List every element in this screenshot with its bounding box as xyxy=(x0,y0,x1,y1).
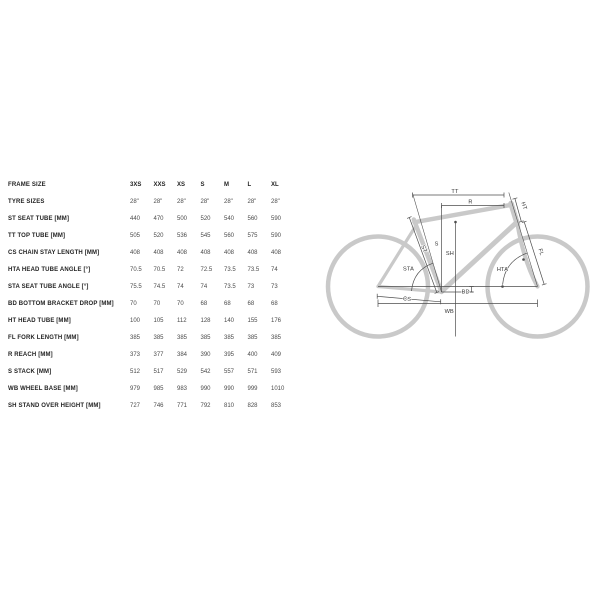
geo-value: 28" xyxy=(271,198,280,205)
geo-value: 593 xyxy=(271,368,282,375)
row-label: ST SEAT TUBE [MM] xyxy=(8,215,70,222)
geo-value: 590 xyxy=(271,232,282,239)
geo-value: 28" xyxy=(153,198,163,205)
geo-value: 408 xyxy=(247,249,258,256)
geo-value: 70.5 xyxy=(130,266,142,273)
table-row xyxy=(8,397,300,414)
geo-value: 73.5 xyxy=(224,283,236,290)
geo-value: 990 xyxy=(200,385,211,392)
table-row xyxy=(8,278,300,295)
geo-value: 73.5 xyxy=(224,266,236,273)
geo-value: 73 xyxy=(247,283,255,290)
geo-value: 746 xyxy=(153,402,164,409)
geo-value: 70 xyxy=(177,300,184,307)
geo-value: 74 xyxy=(271,266,278,273)
geo-value: 75.5 xyxy=(130,283,142,290)
geo-value: 990 xyxy=(224,385,235,392)
geo-value: 536 xyxy=(177,232,188,239)
geo-value: 470 xyxy=(153,215,164,222)
fl-label: FL xyxy=(536,247,545,257)
steer-axis-dot xyxy=(522,258,525,261)
table-row xyxy=(8,261,300,278)
table-row xyxy=(8,227,300,244)
geo-value: 571 xyxy=(247,368,258,375)
size-column-header: XS xyxy=(177,181,186,188)
geo-value: 377 xyxy=(153,351,164,358)
bd-label: BD xyxy=(461,289,470,296)
row-label: TYRE SIZES xyxy=(8,198,45,205)
geo-value: 28" xyxy=(224,198,233,205)
geo-value: 505 xyxy=(130,232,141,239)
r-label: R xyxy=(468,199,473,206)
geo-value: 74 xyxy=(200,283,208,290)
table-header-row xyxy=(8,176,300,193)
chain-stay-tube xyxy=(378,287,442,293)
geo-value: 28" xyxy=(200,198,210,205)
table-row xyxy=(8,210,300,227)
bd-dimension-tick xyxy=(469,287,473,293)
table-row xyxy=(8,363,300,380)
geo-value: 440 xyxy=(130,215,141,222)
geometry-table xyxy=(8,176,300,414)
geo-value: 73.5 xyxy=(247,266,260,273)
geo-value: 792 xyxy=(200,402,211,409)
size-column-header: M xyxy=(224,181,229,188)
geo-value: 979 xyxy=(130,385,141,392)
geo-value: 68 xyxy=(224,300,231,307)
geo-value: 408 xyxy=(130,249,141,256)
geo-value: 985 xyxy=(153,385,164,392)
table-row xyxy=(8,346,300,363)
geo-value: 68 xyxy=(200,300,208,307)
size-column-header: L xyxy=(247,181,252,188)
geo-value: 68 xyxy=(271,300,278,307)
geo-value: 385 xyxy=(153,334,164,341)
row-label: FRAME SIZE xyxy=(8,181,46,188)
table-row xyxy=(8,295,300,312)
geo-value: 408 xyxy=(271,249,282,256)
geo-value: 385 xyxy=(247,334,258,341)
hta-label: HTA xyxy=(496,266,509,273)
geo-value: 983 xyxy=(177,385,188,392)
geo-value: 517 xyxy=(153,368,164,375)
sta-label: STA xyxy=(402,266,415,273)
geo-value: 529 xyxy=(177,368,188,375)
geo-value: 385 xyxy=(130,334,141,341)
geo-value: 385 xyxy=(224,334,235,341)
geo-value: 853 xyxy=(271,402,282,409)
geo-value: 28" xyxy=(177,198,186,205)
geo-value: 28" xyxy=(247,198,257,205)
geo-value: 408 xyxy=(153,249,164,256)
geo-value: 771 xyxy=(177,402,188,409)
geo-value: 112 xyxy=(177,317,187,324)
geo-value: 176 xyxy=(271,317,282,324)
sh-top-dot xyxy=(454,221,457,224)
geo-value: 727 xyxy=(130,402,141,409)
tt-label: TT xyxy=(451,189,459,195)
geo-value: 385 xyxy=(271,334,282,341)
geo-value: 409 xyxy=(271,351,282,358)
geo-value: 385 xyxy=(177,334,188,341)
geo-value: 560 xyxy=(247,215,258,222)
geo-value: 72.5 xyxy=(200,266,213,273)
geo-value: 520 xyxy=(153,232,164,239)
geo-value: 70.5 xyxy=(153,266,166,273)
geo-value: 810 xyxy=(224,402,235,409)
geo-value: 395 xyxy=(224,351,235,358)
geo-value: 74.5 xyxy=(153,283,166,290)
geo-value: 155 xyxy=(247,317,258,324)
geo-value: 128 xyxy=(200,317,211,324)
hta-base-dot xyxy=(501,285,504,288)
geo-value: 400 xyxy=(247,351,258,358)
geo-value: 557 xyxy=(224,368,235,375)
geo-value: 408 xyxy=(224,249,235,256)
geo-value: 70 xyxy=(153,300,161,307)
geo-value: 520 xyxy=(200,215,211,222)
table-row xyxy=(8,380,300,397)
geo-value: 1010 xyxy=(271,385,285,392)
row-label: CS CHAIN STAY LENGTH [MM] xyxy=(8,249,100,256)
table-row xyxy=(8,329,300,346)
geo-value: 140 xyxy=(224,317,235,324)
bike-geometry-diagram xyxy=(325,155,600,375)
ht-label: HT xyxy=(519,201,528,211)
geo-value: 105 xyxy=(153,317,164,324)
size-column-header: S xyxy=(200,181,205,188)
geo-value: 390 xyxy=(200,351,211,358)
st-label: ST xyxy=(419,244,428,254)
cs-label: CS xyxy=(402,296,412,303)
sh-label: SH xyxy=(445,251,454,257)
row-label: FL FORK LENGTH [MM] xyxy=(8,334,79,341)
geo-value: 512 xyxy=(130,368,141,375)
row-label: R REACH [MM] xyxy=(8,351,53,358)
geo-value: 999 xyxy=(247,385,258,392)
geo-value: 384 xyxy=(177,351,188,358)
st-dimension-line xyxy=(407,217,439,294)
table-row xyxy=(8,244,300,261)
geo-value: 72 xyxy=(177,266,184,273)
bike-frame xyxy=(328,204,588,337)
wb-label: WB xyxy=(444,308,454,315)
row-label: STA SEAT TUBE ANGLE [°] xyxy=(8,283,89,290)
table-row xyxy=(8,312,300,329)
geo-value: 540 xyxy=(224,215,235,222)
row-label: WB WHEEL BASE [MM] xyxy=(8,385,78,392)
top-tube xyxy=(415,205,512,222)
geo-value: 560 xyxy=(224,232,235,239)
s-label: S xyxy=(434,241,439,248)
geo-value: 828 xyxy=(247,402,258,409)
geo-value: 500 xyxy=(177,215,188,222)
size-column-header: XL xyxy=(271,181,279,188)
geo-value: 100 xyxy=(130,317,141,324)
row-label: SH STAND OVER HEIGHT [MM] xyxy=(8,402,101,409)
geo-value: 68 xyxy=(247,300,255,307)
size-column-header: 3XS xyxy=(130,181,142,188)
table-row xyxy=(8,193,300,210)
geo-value: 74 xyxy=(177,283,184,290)
row-label: BD BOTTOM BRACKET DROP [MM] xyxy=(8,300,114,307)
row-label: TT TOP TUBE [MM] xyxy=(8,232,66,239)
geo-value: 545 xyxy=(200,232,211,239)
row-label: S STACK [MM] xyxy=(8,368,52,375)
geo-value: 373 xyxy=(130,351,141,358)
row-label: HTA HEAD TUBE ANGLE [°] xyxy=(8,266,91,273)
row-label: HT HEAD TUBE [MM] xyxy=(8,317,71,324)
geo-value: 542 xyxy=(200,368,211,375)
geo-value: 575 xyxy=(247,232,258,239)
geo-value: 70 xyxy=(130,300,137,307)
geo-value: 408 xyxy=(177,249,188,256)
geo-value: 408 xyxy=(200,249,211,256)
head-tube xyxy=(511,204,518,225)
geo-value: 385 xyxy=(200,334,211,341)
geo-value: 590 xyxy=(271,215,282,222)
down-tube xyxy=(442,223,517,292)
geo-value: 28" xyxy=(130,198,139,205)
geo-value: 73 xyxy=(271,283,278,290)
size-column-header: XXS xyxy=(153,181,166,188)
